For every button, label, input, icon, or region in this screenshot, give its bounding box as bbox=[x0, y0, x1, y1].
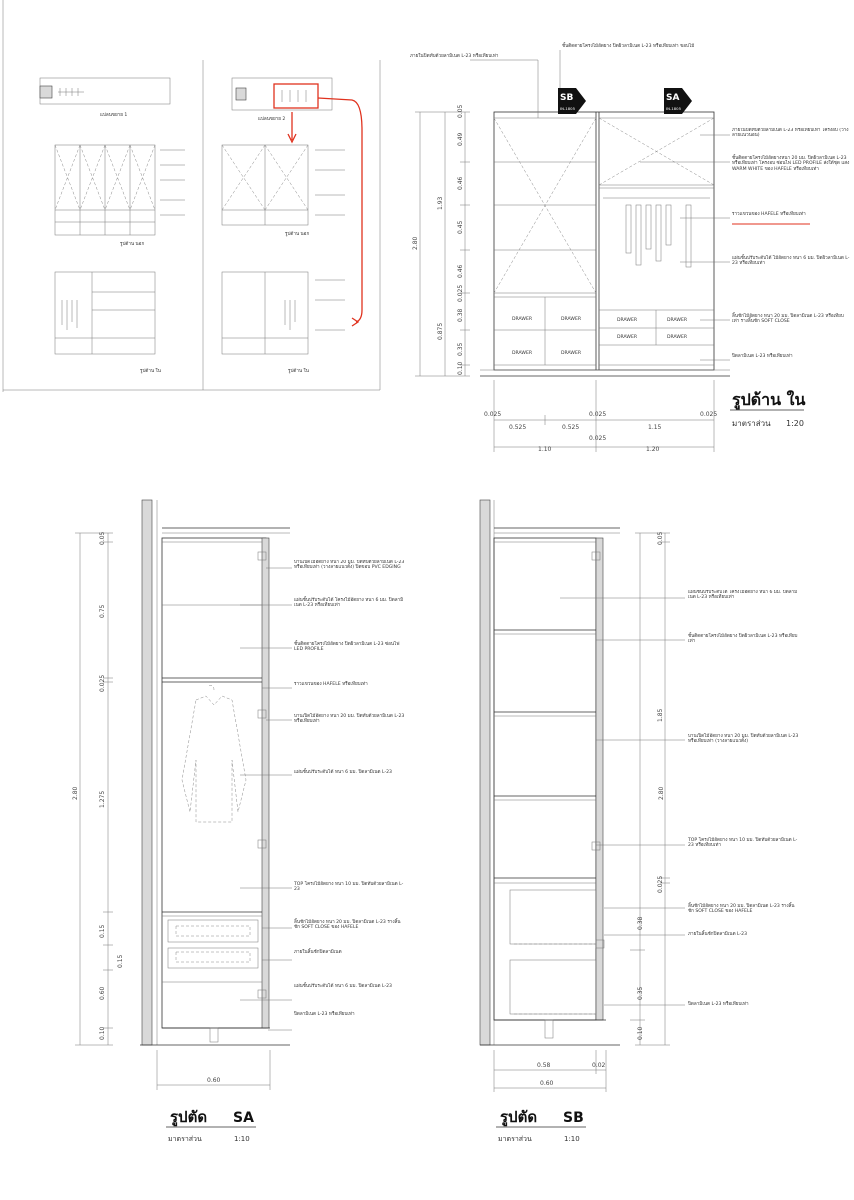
dim-label: 0.38 bbox=[457, 308, 464, 322]
dim-label: 0.38 bbox=[637, 916, 644, 930]
scale-value: 1:10 bbox=[234, 1135, 250, 1143]
dim-label: 0.49 bbox=[457, 132, 464, 146]
outer-elevation-label-2: รูปด้าน นอก bbox=[285, 232, 310, 237]
scale-label: มาตราส่วน bbox=[732, 419, 771, 428]
dim-label: 2.80 bbox=[658, 786, 665, 800]
marker-sheet: IN-1805 bbox=[560, 106, 575, 111]
annotation-note: TOP โครงไม้อัดยาง หนา 10 มม. ปิดทับด้วยลามิเนต L-23 bbox=[294, 882, 404, 893]
plan-2-thumbnail bbox=[232, 78, 332, 122]
annotation-note: TOP โครงไม้อัดยาง หนา 10 มม. ปิดทับด้วยลามิเนต L-23 หรือเทียบเท่า bbox=[688, 838, 798, 849]
thumbnail-sheets bbox=[3, 0, 380, 392]
section-code: SB bbox=[563, 1110, 584, 1126]
scale-label: มาตราส่วน bbox=[168, 1135, 202, 1143]
dim-label: 1.10 bbox=[538, 446, 552, 453]
drawer-label: DRAWER bbox=[512, 317, 533, 322]
annotation-note: ปิดลามิเนต L-23 หรือเทียบเท่า bbox=[688, 1002, 749, 1007]
annotation-note: ชั้นติดตายโครงไม้อัดยาง ปิดผิวลามิเนต L-23 หรือเทียบเท่า bbox=[688, 634, 798, 645]
annotation-note: ราวแขวนของ HAFELE หรือเทียบเท่า bbox=[732, 212, 806, 217]
annotation-note: ชั้นติดตายโครงไม้อัดยางหนา 20 มม. ปิดผิวลามิเนต L-23 หรือเทียบเท่า โครงอบ ซ่อนไฟ LED PROFILE ส่งใต้ชุด แสง WARM WHITE ของ HAFELE หรือเทียบเท่า bbox=[732, 156, 850, 172]
scale-value: 1:10 bbox=[564, 1135, 580, 1143]
drawer-label: DRAWER bbox=[617, 335, 638, 340]
dim-label: 0.35 bbox=[637, 986, 644, 1000]
annotation-note: ลิ้นชักไม้อัดยาง หนา 20 มม. ปิดลามิเนต L-23 รางลิ้นชัก SOFT CLOSE ของ HAFELE bbox=[688, 904, 795, 915]
plan-1-label: แปลนขยาย 1 bbox=[100, 113, 128, 118]
drawer-label: DRAWER bbox=[561, 351, 582, 356]
highlight-box bbox=[274, 84, 318, 108]
inner-elevation-label: รูปด้าน ใน bbox=[140, 369, 161, 374]
annotation-note: ภายในลิ้นชักปิดลามิเนต bbox=[294, 950, 342, 955]
drawer-label: DRAWER bbox=[561, 317, 582, 322]
annotation-note: บานเปิดไม้อัดยาง หนา 20 มม. ปิดทับด้วยลามิเนต L-23 หรือเทียบเท่า (วางลายแนวตั้ง) ปิดขอบ PVC EDGING bbox=[294, 560, 405, 571]
outer-elevation-thumbnail-2 bbox=[222, 145, 345, 237]
dim-label: 0.025 bbox=[589, 411, 607, 418]
interior-elevation bbox=[410, 42, 850, 453]
dim-label: 0.46 bbox=[457, 176, 464, 190]
dim-label: 2.80 bbox=[412, 236, 419, 250]
section-sb bbox=[480, 500, 800, 1143]
elevation-title: รูปด้าน ใน bbox=[732, 390, 806, 409]
door-panel bbox=[262, 538, 269, 1028]
dim-label: 1.15 bbox=[648, 424, 662, 431]
dim-label: 0.875 bbox=[437, 322, 444, 340]
redirect-arrow bbox=[318, 98, 362, 322]
dim-label: 0.58 bbox=[537, 1062, 551, 1069]
annotation-note: ราวแขวนของ HAFELE หรือเทียบเท่า bbox=[294, 682, 368, 687]
dim-label: 0.025 bbox=[99, 674, 106, 692]
dim-label: 0.025 bbox=[657, 875, 664, 893]
dim-label: 0.10 bbox=[637, 1026, 644, 1040]
annotation-note: บานเปิดไม้อัดยาง หนา 20 มม. ปิดทับด้วยลามิเนต L-23 หรือเทียบเท่า bbox=[294, 714, 405, 725]
marker-sheet: IN-1805 bbox=[666, 106, 681, 111]
drawer-label: DRAWER bbox=[512, 351, 533, 356]
dim-label: 0.45 bbox=[457, 220, 464, 234]
dim-label: 0.025 bbox=[457, 284, 464, 302]
section-sa bbox=[72, 500, 406, 1143]
section-marker-sa bbox=[664, 88, 692, 114]
annotation-note: บานเปิดไม้อัดยาง หนา 20 มม. ปิดทับด้วยลามิเนต L-23 หรือเทียบเท่า (วางลายแนวตั้ง) bbox=[688, 734, 799, 745]
dim-label: 0.025 bbox=[589, 435, 607, 442]
cabinet-outline bbox=[494, 112, 714, 370]
dim-label: 1.20 bbox=[646, 446, 660, 453]
annotation-note: ลิ้นชักไม้อัดยาง หนา 20 มม. ปิดลามิเนต L-23 รางลิ้นชัก SOFT CLOSE ของ HAFELE bbox=[294, 920, 401, 931]
annotation-note: ลิ้นชักไม้อัดยาง หนา 20 มม. ปิดลามิเนต L-23 หรือเทียบเท่า รางลิ้นชัก SOFT CLOSE bbox=[732, 314, 844, 325]
outer-elevation-thumbnail bbox=[55, 145, 185, 247]
annotation-note: ปิดลามิเนต L-23 หรือเทียบเท่า bbox=[732, 354, 793, 359]
dim-label: 0.05 bbox=[657, 531, 664, 545]
dim-label: 0.60 bbox=[207, 1077, 221, 1084]
annotation-note: ปิดลามิเนต L-23 หรือเทียบเท่า bbox=[294, 1012, 355, 1017]
dim-label: 0.75 bbox=[99, 604, 106, 618]
section-title: รูปตัด bbox=[500, 1108, 538, 1126]
annotation-note: แผ่นชั้นปรับระดับได้ ไม้อัดยาง หนา 6 มม. ปิดผิวลามิเนต L-23 หรือเทียบเท่า bbox=[732, 256, 850, 267]
dim-label: 0.60 bbox=[99, 986, 106, 1000]
marker-code: SA bbox=[666, 93, 680, 103]
dim-label: 0.05 bbox=[457, 104, 464, 118]
drawer-label: DRAWER bbox=[667, 318, 688, 323]
dim-label: 1.93 bbox=[437, 196, 444, 210]
dim-label: 0.35 bbox=[457, 342, 464, 356]
dim-label: 0.60 bbox=[540, 1080, 554, 1087]
scale-value: 1:20 bbox=[786, 419, 804, 428]
annotation-note: ชั้นติดตายโครงไม้อัดยาง ปิดผิวลามิเนต L-23 ซ่อนไฟ LED PROFILE bbox=[294, 642, 400, 653]
inner-elevation-thumbnail-2 bbox=[222, 272, 345, 374]
annotation-note: ภายในลิ้นชักปิดลามิเนต L-23 bbox=[688, 932, 747, 937]
marker-code: SB bbox=[560, 93, 574, 103]
dim-label: 0.05 bbox=[99, 531, 106, 545]
dim-label: 0.15 bbox=[117, 954, 124, 968]
annotation-note: แผ่นชั้นปรับระดับได้ โครงไม้อัดยาง หนา 6 มม. ปิดลามิเนต L-23 หรือเทียบเท่า bbox=[294, 598, 404, 609]
dim-label: 0.15 bbox=[99, 924, 106, 938]
inner-elevation-thumbnail-left bbox=[55, 272, 162, 374]
dim-label: 0.025 bbox=[484, 411, 502, 418]
section-code: SA bbox=[233, 1110, 254, 1126]
dim-label: 0.525 bbox=[509, 424, 527, 431]
dim-label: 0.46 bbox=[457, 264, 464, 278]
dim-label: 0.025 bbox=[700, 411, 718, 418]
dim-label: 1.85 bbox=[657, 708, 664, 722]
scale-label: มาตราส่วน bbox=[498, 1135, 532, 1143]
hanging-shirt bbox=[182, 686, 246, 823]
door-panel bbox=[596, 538, 603, 1020]
plan-1-thumbnail bbox=[40, 78, 170, 118]
drawer-label: DRAWER bbox=[617, 318, 638, 323]
annotation-note: แผ่นชั้นปรับระดับได้ โครงไม้อัดยาง หนา 6 มม. ปิดลามิเนต L-23 หรือเทียบเท่า bbox=[688, 590, 798, 601]
dim-label: 1.275 bbox=[99, 790, 106, 808]
dim-label: 2.80 bbox=[72, 786, 79, 800]
annotation-note: ชั้นติดตายโครงไม้อัดยาง ปิดผิวลามิเนต L-23 หรือเทียบเท่า ขอบไม้ bbox=[562, 44, 695, 49]
annotation-note: แผ่นชั้นปรับระดับได้ หนา 6 มม. ปิดลามิเนต L-23 bbox=[294, 984, 392, 989]
dim-label: 0.525 bbox=[562, 424, 580, 431]
dim-label: 0.02 bbox=[592, 1062, 606, 1069]
annotation-note: ภายในปิดทับด้วยลามิเนต L-23 หรือเทียบเท่า โครงอบ (วางลายแนวนอน) bbox=[732, 128, 849, 139]
dim-label: 0.10 bbox=[457, 361, 464, 375]
plan-2-label: แปลนขยาย 2 bbox=[258, 117, 286, 122]
annotation-note: ภายในปิดทับด้วยลามิเนต L-23 หรือเทียบเท่า bbox=[410, 54, 499, 59]
drawer-label: DRAWER bbox=[667, 335, 688, 340]
section-marker-sb bbox=[558, 88, 586, 114]
annotation-note: แผ่นชั้นปรับระดับได้ หนา 6 มม. ปิดลามิเนต L-23 bbox=[294, 770, 392, 775]
hanging-clothes bbox=[626, 205, 691, 267]
section-title: รูปตัด bbox=[170, 1108, 208, 1126]
inner-elevation-label-2: รูปด้าน ใน bbox=[288, 369, 309, 374]
dim-label: 0.10 bbox=[99, 1026, 106, 1040]
outer-elevation-label: รูปด้าน นอก bbox=[120, 242, 145, 247]
